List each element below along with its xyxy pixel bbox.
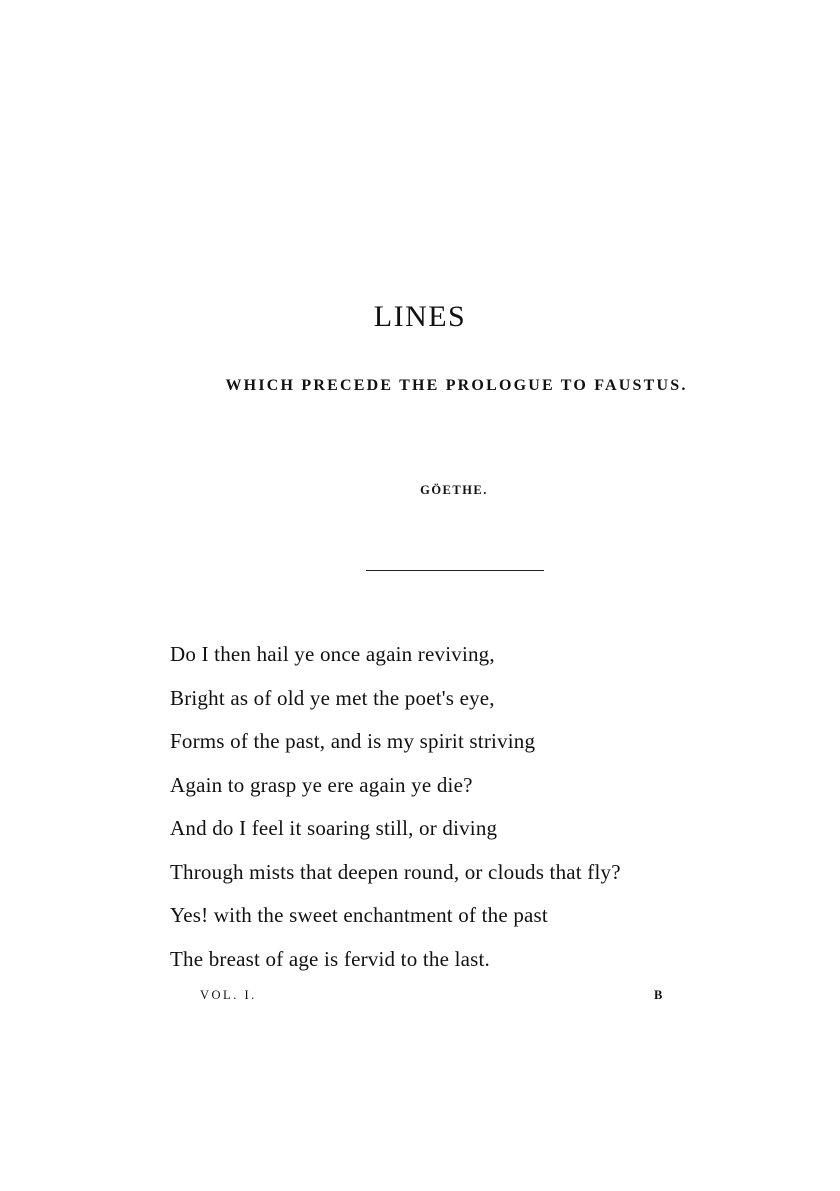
poem-line: Yes! with the sweet enchantment of the past (170, 903, 548, 927)
poem-line: Through mists that deepen round, or clouds that fly? (170, 859, 621, 884)
signature-mark: B (654, 988, 663, 1002)
poem-line: Again to grasp ye ere again ye die? (170, 772, 473, 797)
section-divider (366, 570, 544, 571)
poem-line: The breast of age is fervid to the last. (170, 946, 490, 971)
poem-line: And do I feel it soaring still, or diving (170, 816, 498, 840)
poem-stanza (170, 633, 810, 981)
poem-subtitle: WHICH PRECEDE THE PROLOGUE TO FAUSTUS. (225, 377, 688, 394)
poem-line: Forms of the past, and is my spirit striving (170, 729, 536, 753)
volume-marker: VOL. I. (200, 988, 257, 1002)
poem-author: GÖETHE. (420, 483, 488, 497)
poem-line: Do I then hail ye once again reviving, (170, 642, 495, 666)
poem-line: Bright as of old ye met the poet's eye, (170, 685, 495, 710)
poem-title: LINES (373, 300, 467, 333)
